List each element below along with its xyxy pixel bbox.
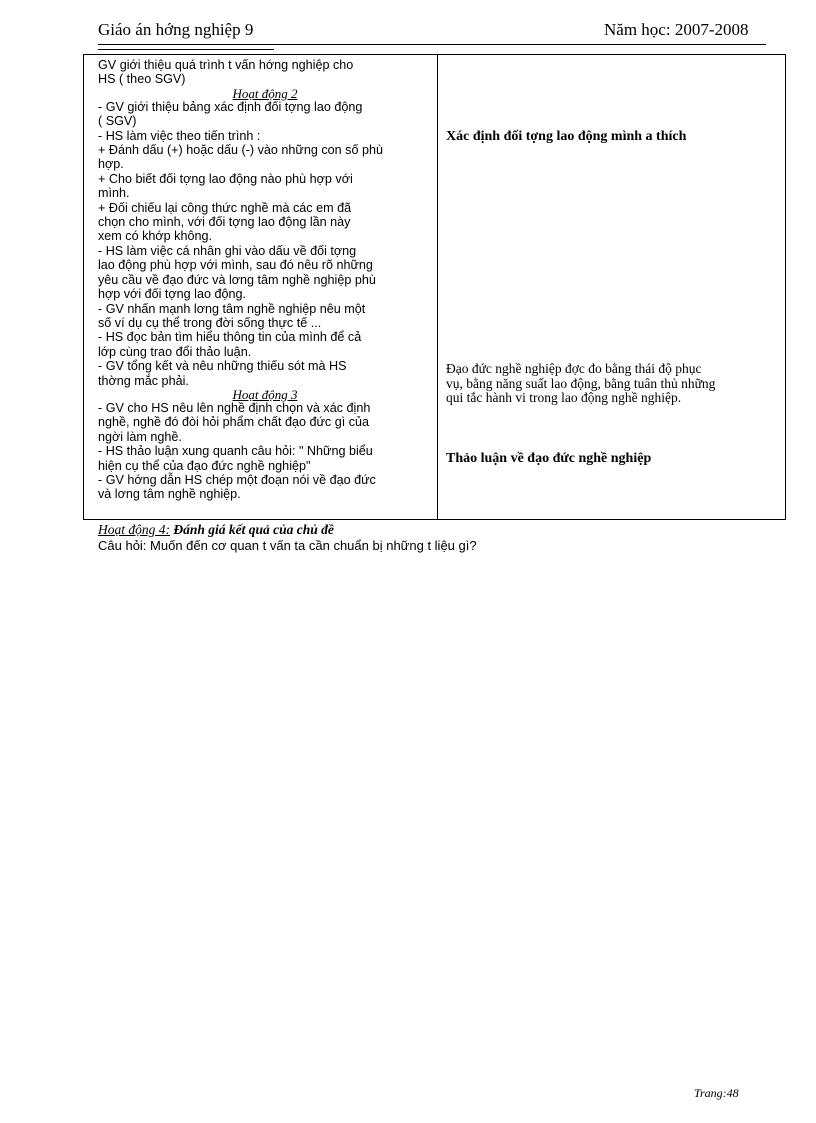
activity-text-line: yêu cầu về đạo đức và lơng tâm nghề nghiệp phù [98,272,376,287]
activity-text-line: hiện cụ thể của đạo đức nghề nghiệp" [98,458,311,473]
activity-4-label: Hoạt động 4: [98,522,170,537]
activity-text-line: - HS làm việc cá nhân ghi vào dấu về đối tợng [98,243,357,258]
activity-text-line: - GV tổng kết và nêu những thiếu sót mà HS [98,359,347,374]
activity-text-line: ( SGV) [98,114,137,129]
activity-text-line: - HS đọc bản tìm hiểu thông tin của mình để cả [98,330,362,345]
activity-text-line: chọn cho mình, với đối tợng lao động lần này [98,215,351,230]
activity-text-line: GV giới thiệu quá trình t vấn hớng nghiệp cho [98,58,354,72]
activity-text-line: - GV nhấn mạnh lơng tâm nghề nghiệp nêu một [98,301,366,316]
activity-4-heading [98,522,334,538]
ethics-paragraph [446,362,784,406]
header-rule [98,44,766,45]
activity-text-line: ngời làm nghề. [98,429,182,444]
activity-text-line: HS ( theo SGV) [98,72,186,87]
activity-text-line: + Đối chiếu lại công thức nghề mà các em đã [98,200,352,215]
activities-text [84,55,437,502]
activity-text-line: số ví dụ cụ thể trong đời sống thực tế ... [98,315,322,330]
activity-text-line: lớp cùng trao đổi thảo luận. [98,344,252,359]
activity-4-title: Đánh giá kết quả của chủ đề [170,522,334,537]
ethics-paragraph-line: vụ, bằng năng suất lao động, bằng tuân thủ những [446,375,716,391]
activities-column [84,55,438,520]
content-heading-1: Xác định đối tợng lao động mình a thích [446,129,687,144]
activity-text-line: - GV cho HS nêu lên nghề định chọn và xác định [98,400,371,415]
activity-text-line: - GV hớng dẫn HS chép một đoạn nói về đạo đức [98,472,376,487]
content-heading-2: Thảo luận về đạo đức nghề nghiệp [446,451,652,466]
ethics-paragraph-line: qui tắc hành vi trong lao động nghề nghiệp. [446,390,682,405]
activity-text-line: hợp. [98,157,124,172]
activity-text-line: - HS làm việc theo tiến trình : [98,128,261,143]
activity-text-line: nghề, nghề đó đòi hỏi phẩm chất đạo đức gì của [98,415,369,430]
activity-text-line: + Cho biết đối tợng lao động nào phù hợp với [98,171,353,186]
activity-text-line: hợp với đối tợng lao động. [98,287,247,302]
ethics-paragraph-line: Đạo đức nghề nghiệp đợc đo bằng thái độ phục [446,361,702,376]
activity-heading: Hoạt động 3 [232,386,298,402]
header-school-year: Năm học: 2007-2008 [604,20,749,39]
activity-text-line: - HS thảo luận xung quanh câu hỏi: " Những biểu [98,444,373,459]
activity-text-line: - GV giới thiệu bảng xác định đối tợng lao động [98,99,363,114]
activity-text-line: + Đánh dấu (+) hoặc dấu (-) vào những con số phù [98,143,383,158]
header-title: Giáo án hớng nghiệp 9 [98,20,254,39]
activity-text-line: thờng mắc phải. [98,373,189,388]
lesson-table [83,54,786,520]
page-number: Trang:48 [694,1086,739,1100]
activity-text-line: mình. [98,186,130,201]
activity-text-line: và lơng tâm nghề nghiệp. [98,487,241,502]
content-column [438,55,786,520]
activity-heading: Hoạt động 2 [232,85,298,101]
activity-text-line: xem có khớp không. [98,229,212,244]
review-question: Câu hỏi: Muốn đến cơ quan t vấn ta cần chuẩn bị những t liệu gì? [98,538,477,553]
activity-text-line: lao động phù hợp với mình, sau đó nêu rõ những [98,258,373,273]
header-underline [98,49,274,50]
